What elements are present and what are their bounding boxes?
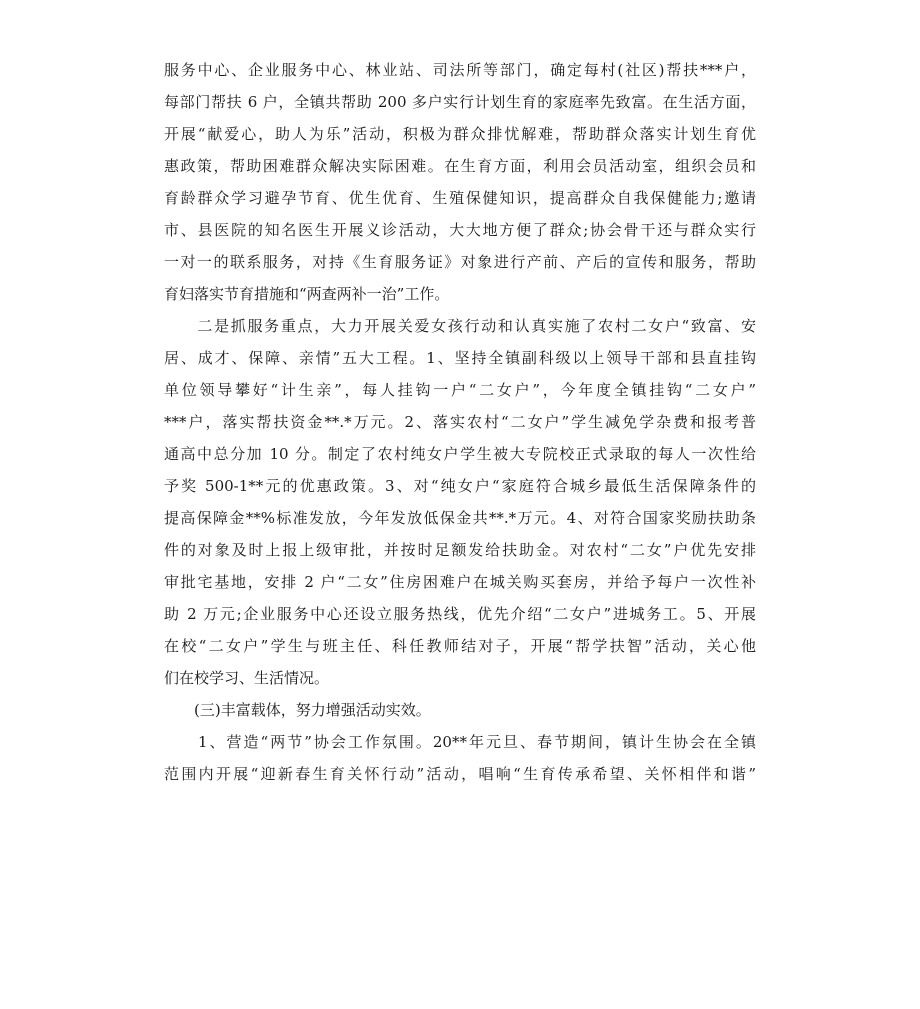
text-line: 惠政策，帮助困难群众解决实际困难。在生育方面，利用会员活动室，组织会员和 — [164, 157, 756, 175]
text-line: 一对一的联系服务，对持《生育服务证》对象进行产前、产后的宣传和服务，帮助 — [164, 253, 756, 271]
text-line: (三)丰富载体，努力增强活动实效。 — [164, 701, 431, 719]
paragraph-2 — [164, 310, 756, 694]
text-line: 二是抓服务重点，大力开展关爱女孩行动和认真实施了农村二女户“致富、安 — [164, 317, 756, 335]
text-line: 单位领导攀好“计生亲”，每人挂钩一户“二女户”，今年度全镇挂钩“二女户” — [164, 381, 756, 399]
section-heading — [164, 694, 756, 726]
text-line: 市、县医院的知名医生开展义诊活动，大大地方便了群众;协会骨干还与群众实行 — [164, 221, 756, 239]
text-line: 范围内开展“迎新春生育关怀行动”活动，唱响“生育传承希望、关怀相伴和谐” — [164, 765, 756, 783]
text-line: 开展“献爱心，助人为乐”活动，积极为群众排忧解难，帮助群众落实计划生育优 — [164, 125, 756, 143]
text-line: 予奖 500-1**元的优惠政策。3、对“纯女户“家庭符合城乡最低生活保障条件的 — [164, 477, 756, 495]
paragraph-1 — [164, 54, 756, 310]
text-line: 们在校学习、生活情况。 — [164, 669, 330, 687]
text-line: 服务中心、企业服务中心、林业站、司法所等部门，确定每村(社区)帮扶***户， — [164, 61, 756, 79]
text-line: 助 2 万元;企业服务中心还设立服务热线，优先介绍“二女户”进城务工。5、开展 — [164, 605, 756, 623]
text-line: ***户，落实帮扶资金**.*万元。2、落实农村“二女户”学生减免学杂费和报考普 — [164, 413, 756, 431]
text-line: 每部门帮扶 6 户，全镇共帮助 200 多户实行计划生育的家庭率先致富。在生活方面， — [164, 93, 756, 111]
text-line: 提高保障金**%标准发放，今年发放低保金共**.*万元。4、对符合国家奖励扶助条 — [164, 509, 756, 527]
text-line: 育龄群众学习避孕节育、优生优育、生殖保健知识，提高群众自我保健能力;邀请 — [164, 189, 756, 207]
paragraph-3 — [164, 726, 756, 790]
text-line: 件的对象及时上报上级审批，并按时足额发给扶助金。对农村“二女”户优先安排 — [164, 541, 756, 559]
document-body — [164, 54, 756, 790]
text-line: 1、营造“两节”协会工作氛围。20**年元旦、春节期间，镇计生协会在全镇 — [164, 733, 756, 751]
text-line: 审批宅基地，安排 2 户“二女”住房困难户在城关购买套房，并给予每户一次性补 — [164, 573, 756, 591]
text-line: 居、成才、保障、亲情”五大工程。1、坚持全镇副科级以上领导干部和县直挂钩 — [164, 349, 756, 367]
text-line: 在校“二女户”学生与班主任、科任教师结对子，开展“帮学扶智”活动，关心他 — [164, 637, 756, 655]
text-line: 通高中总分加 10 分。制定了农村纯女户学生被大专院校正式录取的每人一次性给 — [164, 445, 756, 463]
text-line: 育妇落实节育措施和“两查两补一治”工作。 — [164, 285, 450, 303]
